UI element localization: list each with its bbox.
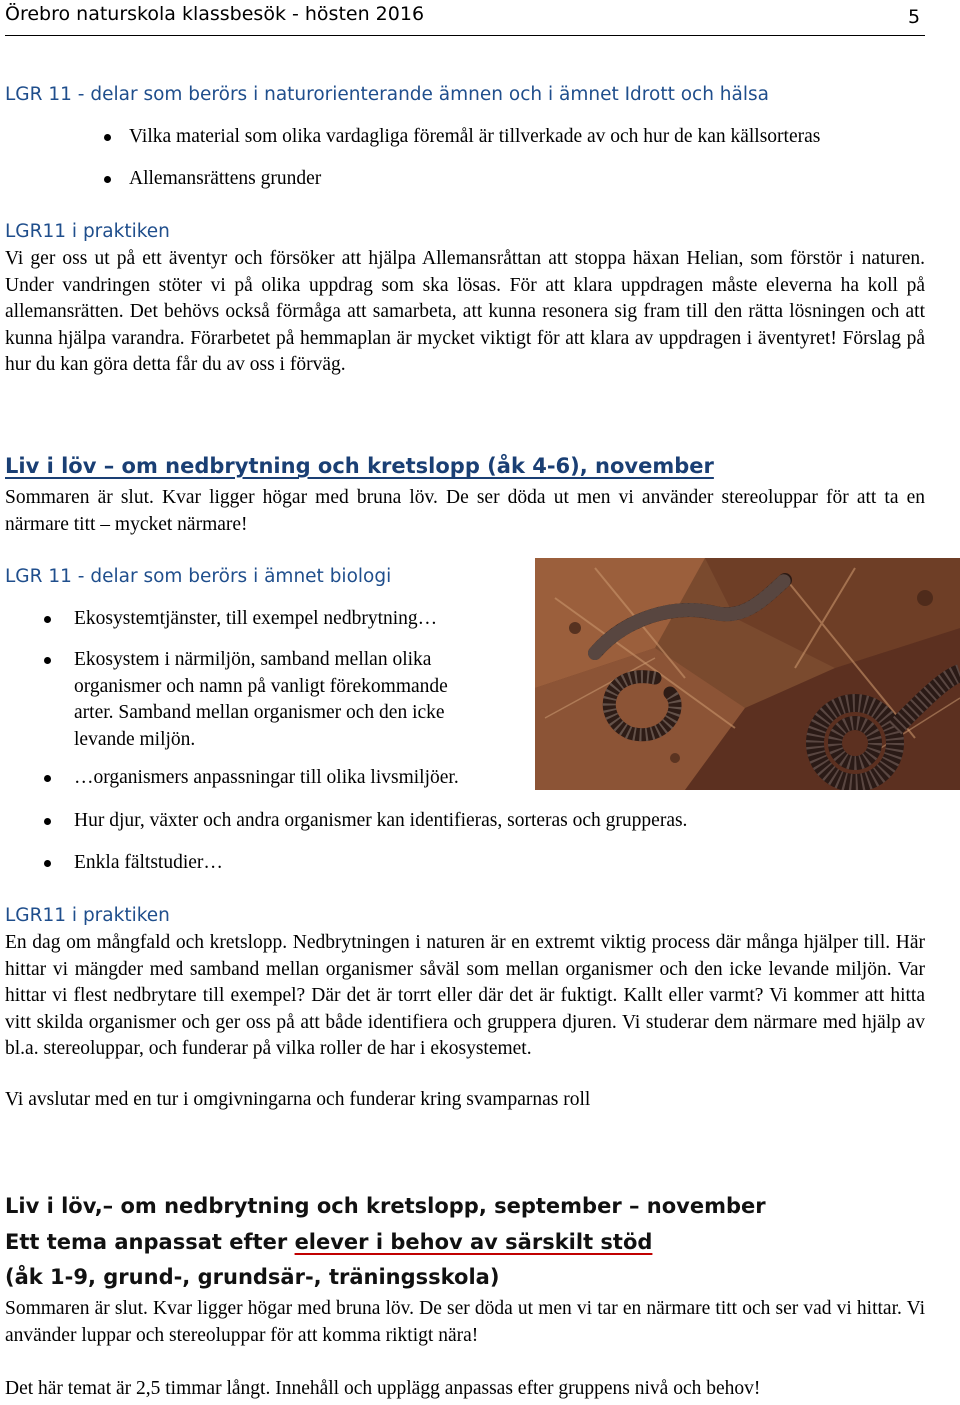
bullet-item: Vilka material som olika vardagliga föremål är tillverkade av och hur de kan källsorteras xyxy=(129,126,821,147)
bullet-item: …organismers anpassningar till olika livsmiljöer. xyxy=(74,767,459,788)
bullet-icon xyxy=(44,657,51,664)
section-title-september: Liv i löv,– om nedbrytning och kretslopp, september – november xyxy=(5,1194,766,1218)
section-intro: Sommaren är slut. Kvar ligger högar med bruna löv. De ser döda ut men vi använder stereoluppar för att ta en närmare titt – mycket närmare! xyxy=(5,487,925,535)
bullet-icon xyxy=(104,176,111,183)
praktiken-heading-2: LGR11 i praktiken xyxy=(5,905,170,926)
closing-text: Vi avslutar med en tur i omgivningarna och funderar kring svamparnas roll xyxy=(5,1089,591,1110)
millipede-photo xyxy=(535,558,960,790)
bullet-item-continuation: arter. Samband mellan organismer och den icke xyxy=(74,702,445,723)
bullet-icon xyxy=(104,134,111,141)
section3-text: Sommaren är slut. Kvar ligger högar med bruna löv. De ser döda ut men vi tar en närmare titt och ser vad vi hittar. Vi använder luppar och stereoluppar för att komma riktigt nära! xyxy=(5,1298,925,1346)
bullet-icon xyxy=(44,616,51,623)
subtitle-prefix: Ett tema anpassat efter xyxy=(5,1230,295,1254)
section3-note: Det här temat är 2,5 timmar långt. Innehåll och upplägg anpassas efter gruppens nivå och behov! xyxy=(5,1378,761,1399)
lgr-heading-1: LGR 11 - delar som berörs i naturorienterande ämnen och i ämnet Idrott och hälsa xyxy=(5,84,769,105)
page-number: 5 xyxy=(908,6,921,28)
bullet-item-continuation: levande miljön. xyxy=(74,729,196,750)
bullet-icon xyxy=(44,775,51,782)
page-header-title: Örebro naturskola klassbesök - hösten 2016 xyxy=(5,3,425,25)
lgr-heading-biologi: LGR 11 - delar som berörs i ämnet biologi xyxy=(5,566,392,587)
bullet-item: Allemansrättens grunder xyxy=(129,168,322,189)
praktiken-text-2: En dag om mångfald och kretslopp. Nedbrytningen i naturen är en extremt viktig process där många hjälper till. Här hittar vi mängder med samband mellan organismer såväl som mellan organismer och den icke levande miljön. Var hittar vi flest nedbrytare till exempel? Där det är torrt eller där det är fuktigt. Kallt eller varmt? Vi kommer att hitta vitt skilda organismer och ger oss på att både identifiera och gruppera djuren. Vi studerar dem närmare med hjälp av bl.a. stereoluppar, och funderar på vilka roller de har i ekosystemet. xyxy=(5,932,925,1059)
bullet-item: Hur djur, växter och andra organismer kan identifieras, sorteras och grupperas. xyxy=(74,810,688,831)
bullet-icon xyxy=(44,818,51,825)
section-subtitle xyxy=(5,1230,652,1254)
header-rule xyxy=(5,35,925,36)
bullet-item-continuation: organismer och namn på vanligt förekommande xyxy=(74,676,448,697)
grades-line: (åk 1-9, grund-, grundsär-, träningsskola) xyxy=(5,1265,500,1289)
praktiken-heading-1: LGR11 i praktiken xyxy=(5,221,170,242)
subtitle-link[interactable]: elever i behov av särskilt stöd xyxy=(294,1230,653,1254)
bullet-item: Ekosystemtjänster, till exempel nedbrytning… xyxy=(74,608,438,629)
bullet-icon xyxy=(44,860,51,867)
millipede-photo-svg xyxy=(535,558,960,790)
praktiken-text-1: Vi ger oss ut på ett äventyr och försöker att hjälpa Allemansråttan att stoppa häxan Helian, som förstör i naturen. Under vandringen stöter vi på olika uppdrag som ska lösas. För att klara uppdragen måste eleverna ha koll på allemansrätten. Det behövs också förmåga att samarbeta, att kunna resonera sig fram till den rätta lösningen och att kunna hjälpa varandra. Förarbetet på hemmaplan är mycket viktigt för att klara av uppdragen i äventyret! Förslag på hur du kan göra detta får du av oss i förväg. xyxy=(5,248,925,375)
bullet-item: Enkla fältstudier… xyxy=(74,852,223,873)
section-title-liv-i-lov xyxy=(5,454,714,478)
bullet-item: Ekosystem i närmiljön, samband mellan olika xyxy=(74,649,432,670)
section-title-text: Liv i löv – om nedbrytning och kretslopp (åk 4-6), november xyxy=(5,454,714,478)
